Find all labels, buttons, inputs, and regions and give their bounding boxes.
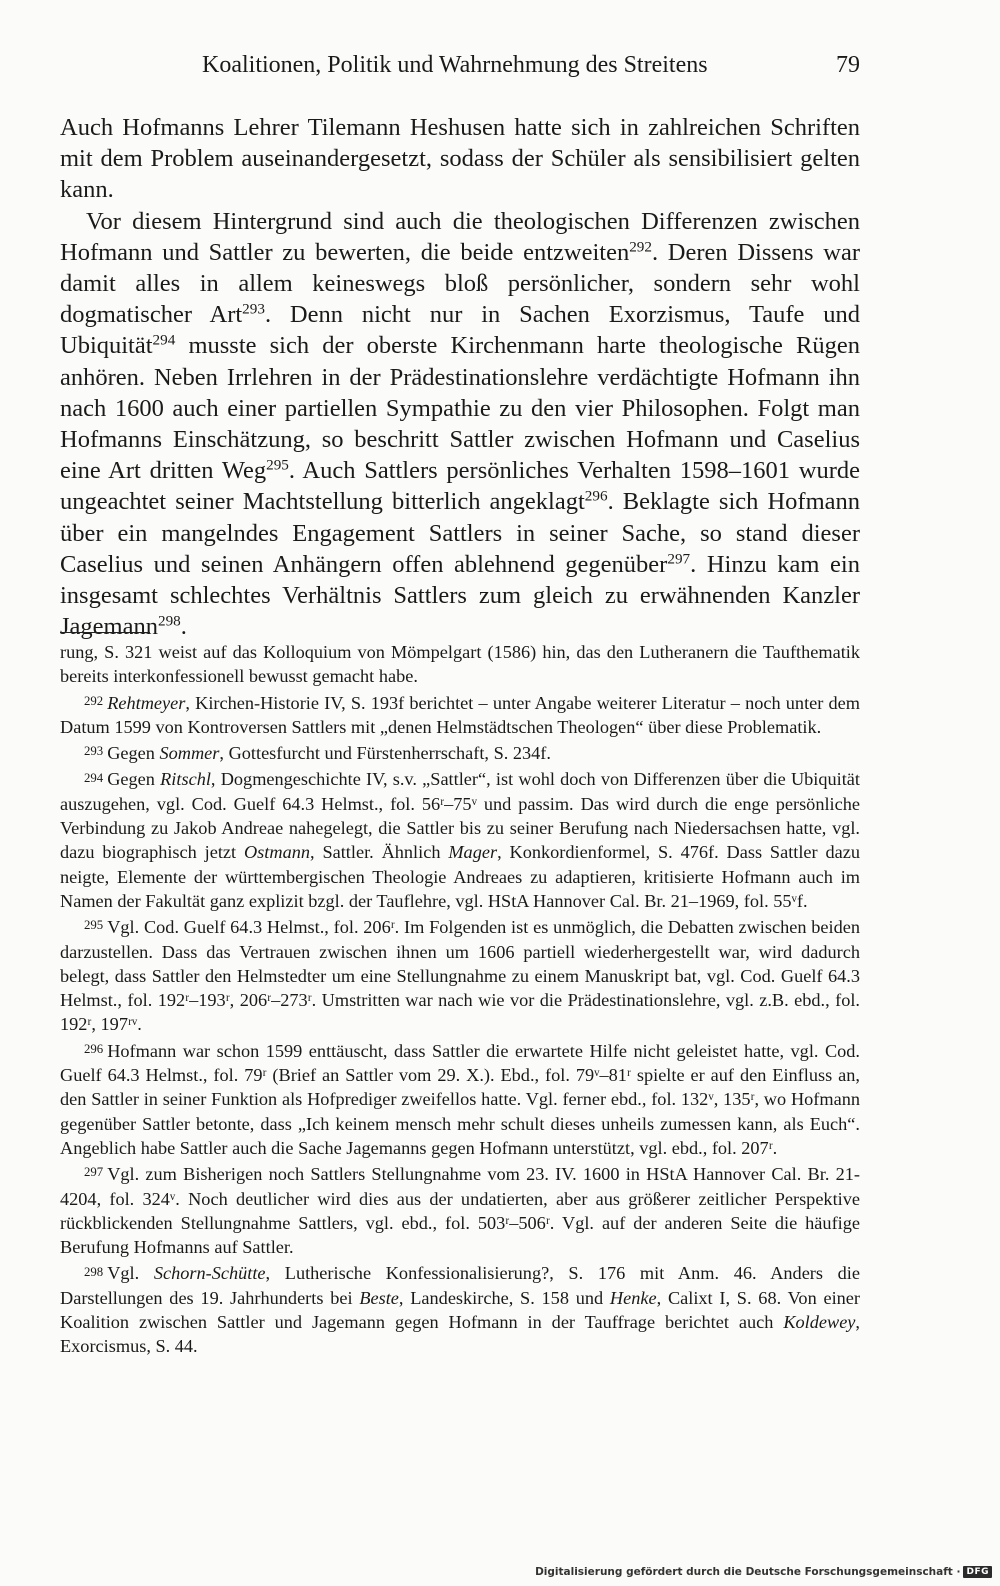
digitization-footer xyxy=(535,1566,992,1578)
footnote-293: $^{293}$ Gegen Sommer, Gottesfurcht und Fürstenherrschaft, S. 234f. xyxy=(84,743,551,764)
footnote-ref-295[interactable]: 295 xyxy=(266,456,289,474)
footnotes xyxy=(60,640,860,1361)
footnote-ref-292[interactable]: 292 xyxy=(629,238,652,256)
footnote-ref-296[interactable]: 296 xyxy=(584,488,608,506)
main-text xyxy=(60,112,860,642)
footnote-295: $^{295}$ Vgl. Cod. Guelf 64.3 Helmst., fol. 206ʳ. Im Folgenden ist es unmöglich, die Debatten zwischen beiden darzustellen. Dass das Vertrauen zwischen ihnen um 1606 partiell wiederhergestellt war, wird dadurch belegt, dass Sattler den Helmstedter um eine Stellungnahme zu einem Manuskript bat, vgl. Cod. Guelf 64.3 Helmst., fol. 192ʳ–193ʳ, 206ʳ–273ʳ. Umstritten war nach wie vor die Prädestinationslehre, vgl. z.B. ebd., fol. 192ʳ, 197ʳᵛ. xyxy=(60,917,860,1035)
paragraph-2: Vor diesem Hintergrund sind auch die theologischen Differenzen zwischen Hofmann und Sattler zu bewerten, die beide entzweiten$^{292}$. Deren Dissens war damit alles in allem keineswegs bloß persönlicher, sondern sehr wohl dogmatischer Art$^{293}$. Denn nicht nur in Sachen Exorzismus, Taufe und Ubiquität$^{294}$ musste sich der oberste Kirchenmann harte theologische Rügen anhören. Neben Irrlehren in der Prädestinationslehre verdächtigte Hofmann ihn nach 1600 auch einer partiellen Sympathie zu den vier Philosophen. Folgt man Hofmanns Einschätzung, so beschritt Sattler zwischen Hofmann und Caselius eine Art dritten Weg$^{295}$. Auch Sattlers persönliches Verhalten 1598–1601 wurde ungeachtet seiner Machtstellung bitterlich angeklagt$^{296}$. Beklagte sich Hofmann über ein mangelndes Engagement Sattlers in seiner Sache, so stand dieser Caselius und seinen Anhängern offen ablehnend gegenüber$^{297}$. Hinzu kam ein insgesamt schlechtes Verhältnis Sattlers zum gleich zu erwähnenden Kanzler Jagemann$^{298}$. xyxy=(60,207,860,641)
running-title: Koalitionen, Politik und Wahrnehmung des Streitens xyxy=(202,52,708,78)
footnote-294: $^{294}$ Gegen Ritschl, Dogmengeschichte IV, s.v. „Sattler“, ist wohl doch von Differenzen über die Ubiquität auszugehen, vgl. Cod. Guelf 64.3 Helmst., fol. 56ʳ–75ᵛ und passim. Das wird durch die enge persönliche Verbindung zu Jakob Andreae nahegelegt, die Sattler bis zu seiner Berufung nach Niedersachsen hatte, vgl. dazu biographisch jetzt Ostmann, Sattler. Ähnlich Mager, Konkordienformel, S. 476f. Dass Sattler dazu neigte, Elemente der württembergischen Theologie Andreaes zu adaptieren, kritisierte Hofmann auch im Namen der Fakultät ganz explizit bzgl. der Tauflehre, vgl. HStA Hannover Cal. Br. 21–1969, fol. 55ᵛf. xyxy=(60,769,860,911)
dfg-logo: DFG xyxy=(963,1566,992,1578)
footnote-296: $^{296}$ Hofmann war schon 1599 enttäuscht, dass Sattler die erwartete Hilfe nicht geleistet hatte, vgl. Cod. Guelf 64.3 Helmst., fol. 79ʳ (Brief an Sattler vom 29. X.). Ebd., fol. 79ᵛ–81ʳ spielte er auf den Einfluss an, den Sattler in seiner Funktion als Hofprediger zweifellos hatte. Vgl. ferner ebd., fol. 132ᵛ, 135ʳ, wo Hofmann gegenüber Sattler betonte, dass „Ich keinem mensch mehr schult dieses unheils zumessen kann, als Euch“. Angeblich habe Sattler auch die Sache Jagemanns gegen Hofmann unterstützt, vgl. ebd., fol. 207ʳ. xyxy=(60,1040,860,1158)
page-number: 79 xyxy=(836,52,860,78)
running-header xyxy=(60,52,860,79)
footnote-ref-297[interactable]: 297 xyxy=(667,550,691,568)
footnote-297: $^{297}$ Vgl. zum Bisherigen noch Sattlers Stellungnahme vom 23. IV. 1600 in HStA Hannover Cal. Br. 21-4204, fol. 324ᵛ. Noch deutlicher wird dies aus der undatierten, aber aus größerer zeitlicher Perspektive rückblickenden Stellungnahme Sattlers, vgl. ebd., fol. 503ʳ–506ʳ. Vgl. auf der anderen Seite die häufige Berufung Hofmanns auf Sattler. xyxy=(60,1164,860,1258)
footnote-ref-298[interactable]: 298 xyxy=(157,612,181,630)
paragraph-1: Auch Hofmanns Lehrer Tilemann Heshusen hatte sich in zahlreichen Schriften mit dem Problem auseinandergesetzt, sodass der Schüler als sensibilisiert gelten kann. xyxy=(60,114,860,204)
footnote-292: $^{292}$ Rehtmeyer, Kirchen-Historie IV, S. 193f berichtet – unter Angabe weiterer Literatur – noch unter dem Datum 1599 von Kontroversen Sattlers mit „denen Helmstädtschen Theologen“ über diese Problematik. xyxy=(60,692,860,737)
footer-text: Digitalisierung gefördert durch die Deutsche Forschungsgemeinschaft · xyxy=(535,1566,961,1578)
footnote-continuation: rung, S. 321 weist auf das Kolloquium von Mömpelgart (1586) hin, das den Lutheranern die Taufthematik bereits interkonfessionell bewusst gemacht habe. xyxy=(60,642,860,687)
footnote-ref-294[interactable]: 294 xyxy=(152,332,176,350)
footnote-divider xyxy=(60,632,150,633)
footnote-ref-293[interactable]: 293 xyxy=(242,300,265,318)
footnote-298: $^{298}$ Vgl. Schorn-Schütte, Lutherische Konfessionalisierung?, S. 176 mit Anm. 46. Anders die Darstellungen des 19. Jahrhunderts bei Beste, Landeskirche, S. 158 und Henke, Calixt I, S. 68. Von einer Koalition zwischen Sattler und Jagemann gegen Hofmann in der Tauffrage berichtet auch Koldewey, Exorcismus, S. 44. xyxy=(60,1263,861,1357)
